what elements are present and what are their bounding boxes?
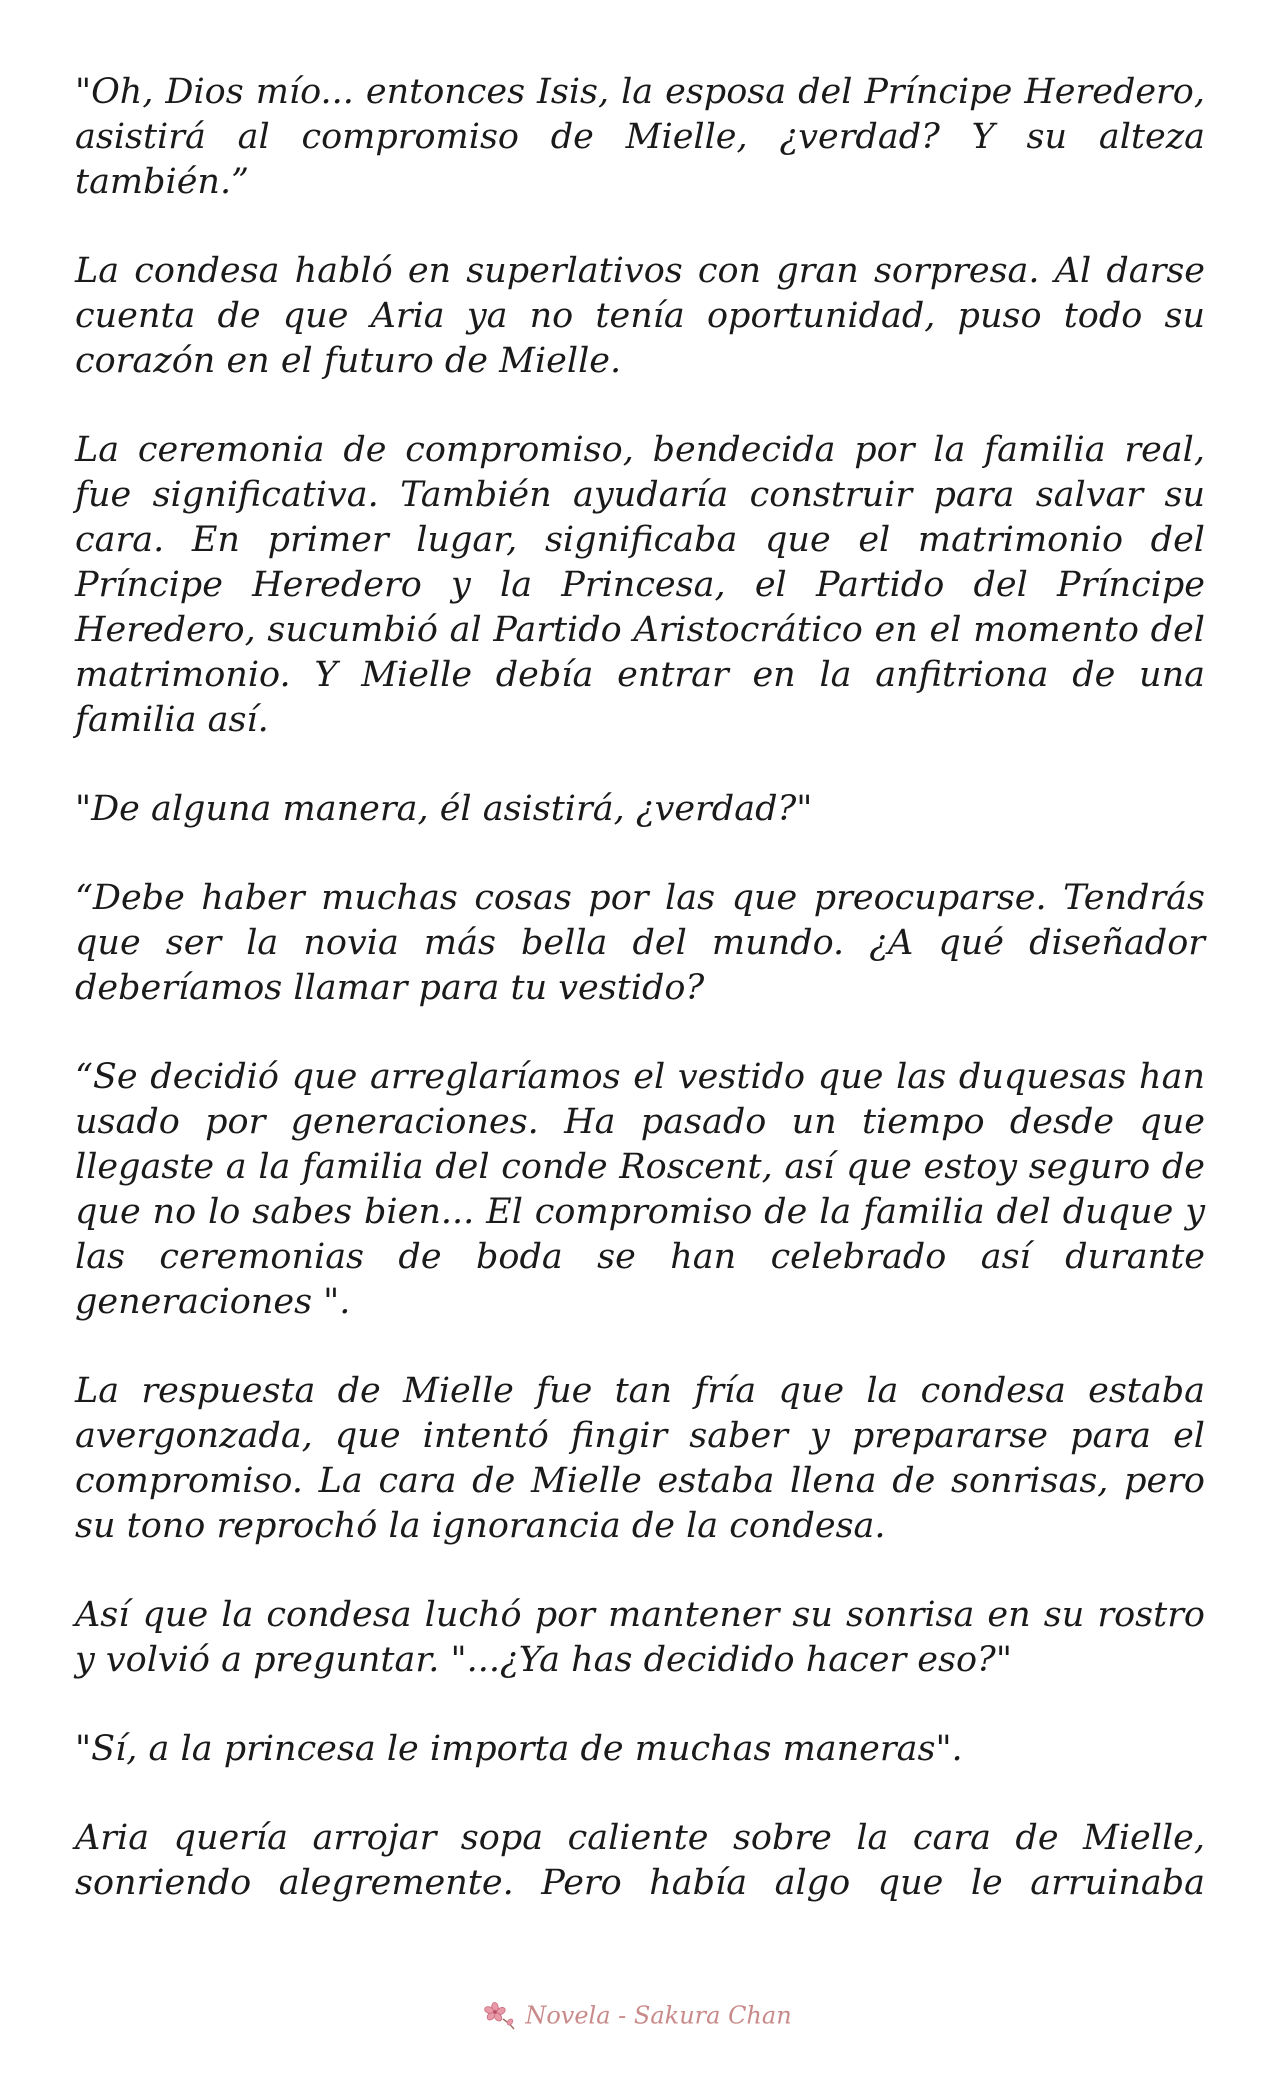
footer-text: Novela - Sakura Chan [525, 2001, 792, 2030]
paragraph-7: La respuesta de Mielle fue tan fría que la condesa estaba avergonzada, que intentó fingir saber y prepararse para el compromiso. La cara de Mielle estaba llena de sonrisas, pero su tono reprochó la ignorancia de la condesa. [75, 1371, 1205, 1546]
document-body [75, 70, 1205, 1906]
paragraph-8: Así que la condesa luchó por mantener su sonrisa en su rostro y volvió a preguntar. "...¿Ya has decidido hacer eso?" [75, 1595, 1205, 1680]
paragraph-6: “Se decidió que arreglaríamos el vestido que las duquesas han usado por generaciones. Ha pasado un tiempo desde que llegaste a la familia del conde Roscent, así que estoy seguro de que no lo sabes bien... El compromiso de la familia del duque y las ceremonias de boda se han celebrado así durante generaciones ". [75, 1057, 1205, 1322]
paragraph-3: La ceremonia de compromiso, bendecida por la familia real, fue significativa. También ayudaría construir para salvar su cara. En primer lugar, significaba que el matrimonio del Príncipe Heredero y la Princesa, el Partido del Príncipe Heredero, sucumbió al Partido Aristocrático en el momento del matrimonio. Y Mielle debía entrar en la anfitriona de una familia así. [75, 430, 1205, 740]
paragraph-4: "De alguna manera, él asistirá, ¿verdad?" [75, 789, 813, 829]
paragraph-1: "Oh, Dios mío... entonces Isis, la esposa del Príncipe Heredero, asistirá al compromiso de Mielle, ¿verdad? Y su alteza también.” [75, 72, 1205, 202]
paragraph-9: "Sí, a la princesa le importa de muchas maneras". [75, 1729, 963, 1769]
paragraph-10: Aria quería arrojar sopa caliente sobre la cara de Mielle, sonriendo alegremente. Pero había algo que le arruinaba [75, 1818, 1205, 1903]
sakura-flower-icon [483, 2001, 517, 2031]
paragraph-5: “Debe haber muchas cosas por las que preocuparse. Tendrás que ser la novia más bella del mundo. ¿A qué diseñador deberíamos llamar para tu vestido? [75, 878, 1205, 1008]
paragraph-2: La condesa habló en superlativos con gran sorpresa. Al darse cuenta de que Aria ya no tenía oportunidad, puso todo su corazón en el futuro de Mielle. [75, 251, 1205, 381]
footer-watermark [0, 2000, 1275, 2031]
